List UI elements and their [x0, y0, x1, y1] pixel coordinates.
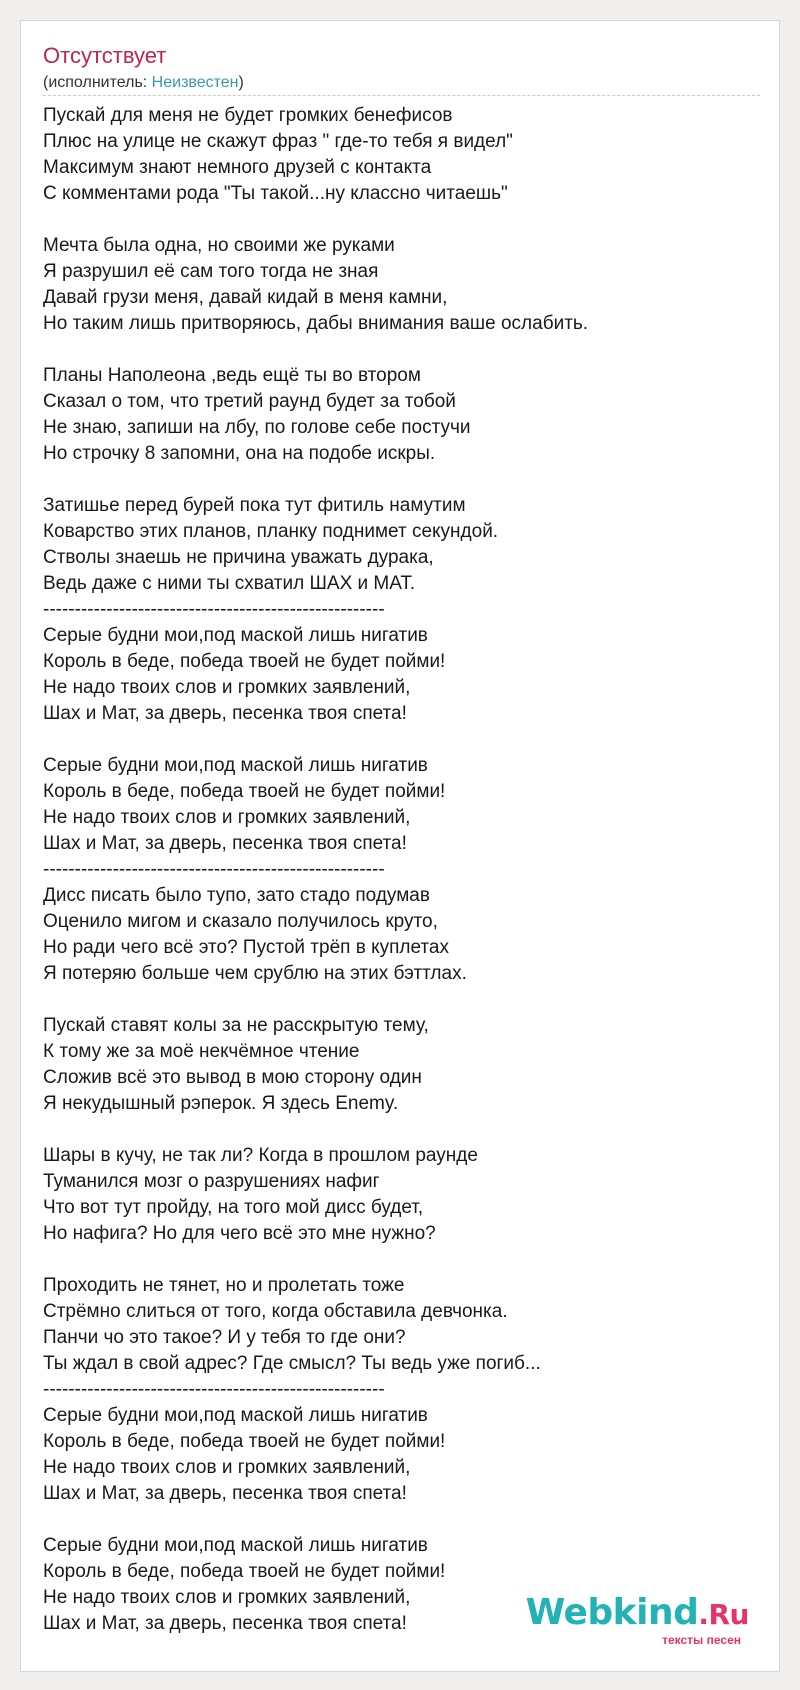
lyric-line: Оценило мигом и сказало получилось круто, — [43, 911, 438, 932]
lyric-line: Шары в кучу, не так ли? Когда в прошлом раунде — [43, 1145, 478, 1166]
lyric-line: Дисс писать было тупо, зато стадо подумав — [43, 885, 430, 906]
lyric-line: Король в беде, победа твоей не будет пойми! — [43, 1431, 446, 1452]
lyric-line: Но таким лишь притворяюсь, дабы внимания ваше ослабить. — [43, 313, 589, 334]
lyric-line: Планы Наполеона ,ведь ещё ты во втором — [43, 365, 421, 386]
lyric-line: Я разрушил её сам того тогда не зная — [43, 261, 379, 282]
lyric-line: Не надо твоих слов и громких заявлений, — [43, 1457, 411, 1478]
logo-tagline: тексты песен — [662, 1633, 741, 1647]
site-logo[interactable] — [525, 1592, 749, 1649]
lyric-line: ------------------------------------------------------ — [43, 1379, 385, 1400]
lyric-line: Стрёмно слиться от того, когда обставила девчонка. — [43, 1301, 508, 1322]
lyric-line — [43, 337, 758, 363]
lyric-line — [43, 987, 758, 1013]
lyric-line: Но нафига? Но для чего всё это мне нужно? — [43, 1223, 436, 1244]
lyric-line: Стволы знаешь не причина уважать дурака, — [43, 547, 434, 568]
lyric-line — [43, 207, 758, 233]
lyric-line: ------------------------------------------------------ — [43, 599, 385, 620]
lyric-line: Шах и Мат, за дверь, песенка твоя спета! — [43, 1613, 407, 1634]
logo-word: Webkind — [525, 1592, 699, 1633]
lyric-line: Я потеряю больше чем срублю на этих бэттлах. — [43, 963, 467, 984]
lyric-line: Что вот тут пройду, на того мой дисс будет, — [43, 1197, 424, 1218]
lyric-line: Панчи чо это такое? И у тебя то где они? — [43, 1327, 406, 1348]
lyric-line: Давай грузи меня, давай кидай в меня камни, — [43, 287, 448, 308]
lyric-line: Пускай ставят колы за не расскрытую тему, — [43, 1015, 429, 1036]
lyric-line: Король в беде, победа твоей не будет пойми! — [43, 651, 446, 672]
title-divider — [43, 95, 760, 96]
lyric-line: Сказал о том, что третий раунд будет за тобой — [43, 391, 456, 412]
lyric-line: Не надо твоих слов и громких заявлений, — [43, 677, 411, 698]
lyric-line: С комментами рода "Ты такой...ну классно читаешь" — [43, 183, 508, 204]
lyric-line: К тому же за моё некчёмное чтение — [43, 1041, 360, 1062]
lyric-line: Не знаю, запиши на лбу, по голове себе постучи — [43, 417, 471, 438]
lyric-line: Максимум знают немного друзей с контакта — [43, 157, 432, 178]
lyric-line: Плюс на улице не скажут фраз " где-то тебя я видел" — [43, 131, 513, 152]
lyric-line: Король в беде, победа твоей не будет пойми! — [43, 1561, 446, 1582]
artist-suffix: ) — [238, 74, 244, 91]
lyric-line: Серые будни мои,под маской лишь нигатив — [43, 755, 428, 776]
lyric-line: Пускай для меня не будет громких бенефисов — [43, 105, 453, 126]
logo-wordmark — [526, 1593, 749, 1635]
song-title: Отсутствует — [43, 43, 167, 68]
lyric-line — [43, 1247, 758, 1273]
artist-line — [43, 73, 244, 93]
lyric-line: Шах и Мат, за дверь, песенка твоя спета! — [43, 703, 407, 724]
lyric-line: Затишье перед бурей пока тут фитиль намутим — [43, 495, 466, 516]
lyrics-card — [20, 20, 780, 1672]
lyric-line: Король в беде, победа твоей не будет пойми! — [43, 781, 446, 802]
lyric-line: Не надо твоих слов и громких заявлений, — [43, 1587, 411, 1608]
lyric-line: Серые будни мои,под маской лишь нигатив — [43, 1535, 428, 1556]
lyric-line: Ведь даже с ними ты схватил ШАХ и МАТ. — [43, 573, 416, 594]
lyric-line — [43, 1117, 758, 1143]
lyric-line: Мечта была одна, но своими же руками — [43, 235, 395, 256]
lyric-line: Не надо твоих слов и громких заявлений, — [43, 807, 411, 828]
artist-prefix: (исполнитель: — [43, 74, 152, 91]
lyric-line — [43, 467, 758, 493]
lyric-line: Но строчку 8 запомни, она на подобе искры. — [43, 443, 436, 464]
lyric-line: Шах и Мат, за дверь, песенка твоя спета! — [43, 833, 407, 854]
lyrics-body — [43, 103, 758, 1637]
lyric-line: Коварство этих планов, планку поднимет секундой. — [43, 521, 499, 542]
lyric-line: Ты ждал в свой адрес? Где смысл? Ты ведь уже погиб... — [43, 1353, 541, 1374]
lyric-line: Серые будни мои,под маской лишь нигатив — [43, 1405, 428, 1426]
lyric-line: Сложив всё это вывод в мою сторону один — [43, 1067, 422, 1088]
lyric-line: Туманился мозг о разрушениях нафиг — [43, 1171, 380, 1192]
artist-link[interactable]: Неизвестен — [151, 74, 239, 91]
lyric-line: Я некудышный рэперок. Я здесь Enemy. — [43, 1093, 399, 1114]
lyric-line: Но ради чего всё это? Пустой трёп в куплетах — [43, 937, 449, 958]
lyric-line — [43, 1507, 758, 1533]
logo-tld: .Ru — [698, 1598, 749, 1631]
lyric-line: Серые будни мои,под маской лишь нигатив — [43, 625, 428, 646]
lyric-line: Проходить не тянет, но и пролетать тоже — [43, 1275, 405, 1296]
lyric-line — [43, 727, 758, 753]
lyric-line: ------------------------------------------------------ — [43, 859, 385, 880]
lyric-line: Шах и Мат, за дверь, песенка твоя спета! — [43, 1483, 407, 1504]
